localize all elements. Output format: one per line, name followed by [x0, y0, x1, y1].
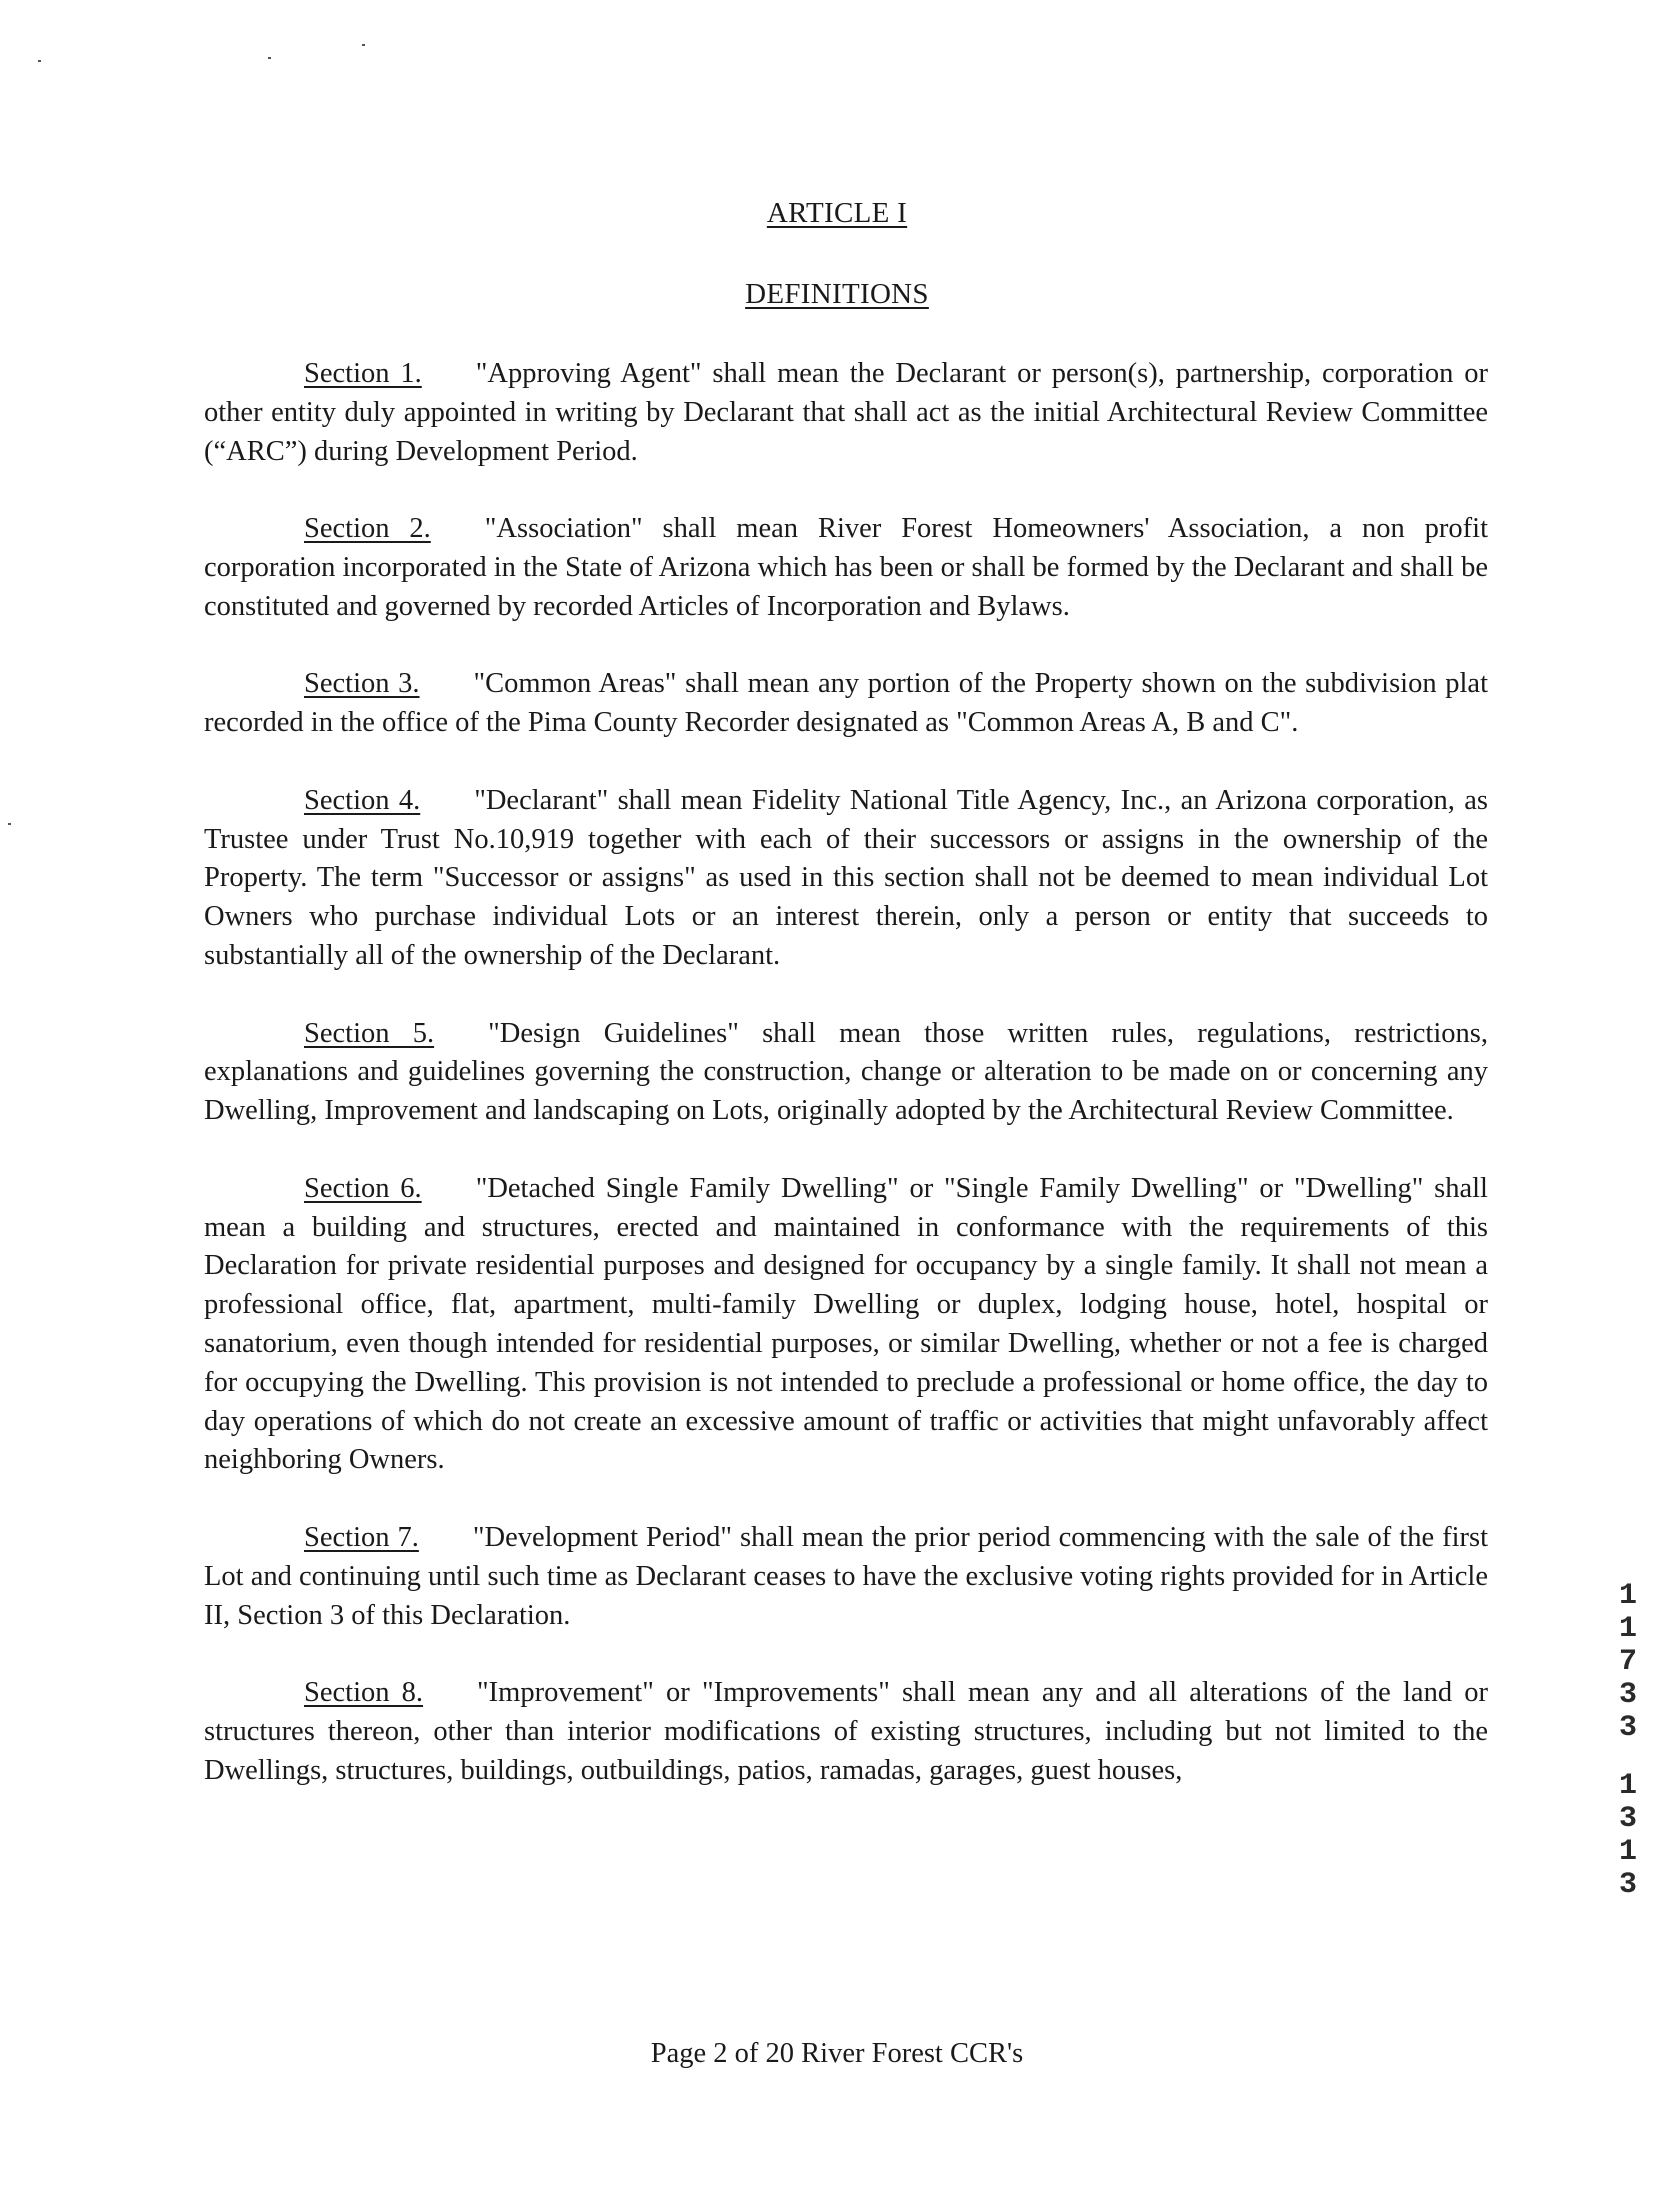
section-1 — [204, 355, 1488, 471]
section-3 — [204, 665, 1488, 743]
scan-speck — [38, 60, 41, 62]
section-text: "Detached Single Family Dwelling" or "Single Family Dwelling" or "Dwelling" shall mean a building and structures, erected and maintained in conformance with the requirements of this Declaration for private residential purposes and designed for occupancy by a single family. It shall not mean a professional office, flat, apartment, multi-family Dwelling or duplex, lodging house, hotel, hospital or sanatorium, even though intended for residential purposes, or similar Dwelling, whether or not a fee is charged for occupying the Dwelling. This provision is not intended to preclude a professional or home office, the day to day operations of which do not create an excessive amount of traffic or activities that might unfavorably affect neighboring Owners. — [204, 1172, 1488, 1476]
section-label: Section 2. — [304, 513, 431, 545]
section-label: Section 4. — [304, 784, 421, 816]
section-7 — [204, 1519, 1488, 1635]
article-title: ARTICLE I — [766, 197, 908, 229]
section-8 — [204, 1674, 1488, 1790]
section-text: "Approving Agent" shall mean the Declarant or person(s), partnership, corporation or other entity duly appointed in writing by Declarant that shall act as the initial Architectural Review Committee (“ARC”) during Development Period. — [204, 358, 1488, 467]
section-label: Section 1. — [304, 358, 422, 389]
section-text: "Development Period" shall mean the prior period commencing with the sale of the first Lot and continuing until such time as Declarant ceases to have the exclusive voting rights provided for in Article II, Section 3 of this Declaration. — [204, 1521, 1488, 1631]
section-text: "Improvement" or "Improvements" shall mean any and all alterations of the land or structures thereon, other than interior modifications of existing structures, including but not limited to the Dwellings, structures, buildings, outbuildings, patios, ramadas, garages, guest houses, — [204, 1677, 1488, 1786]
recording-page-stamp: 1 3 1 3 — [1618, 1769, 1637, 1902]
scan-speck — [8, 823, 11, 825]
scan-speck — [362, 44, 365, 46]
scan-speck — [268, 57, 271, 59]
section-text: "Association" shall mean River Forest Homeowners' Association, a non profit corporation incorporated in the State of Arizona which has been or shall be formed by the Declarant and shall be constituted and governed by recorded Articles of Incorporation and Bylaws. — [204, 513, 1488, 622]
section-text: "Common Areas" shall mean any portion of the Property shown on the subdivision plat recorded in the office of the Pima County Recorder designated as "Common Areas A, B and C". — [204, 668, 1488, 739]
section-6 — [204, 1170, 1488, 1480]
section-label: Section 8. — [304, 1677, 424, 1709]
section-label: Section 5. — [304, 1017, 435, 1049]
document-body — [204, 355, 1488, 1829]
page-footer: Page 2 of 20 River Forest CCR's — [650, 2038, 1024, 2069]
section-5 — [204, 1015, 1488, 1131]
article-subtitle: DEFINITIONS — [745, 278, 929, 310]
section-label: Section 7. — [304, 1521, 419, 1553]
recording-number-stamp: 1 1 7 3 3 — [1618, 1579, 1637, 1745]
section-2 — [204, 510, 1488, 626]
section-text: "Declarant" shall mean Fidelity National Title Agency, Inc., an Arizona corporation, as Trustee under Trust No.10,919 together with each of their successors or assigns in the ownership of the Property. The term "Successor or assigns" as used in this section shall not be deemed to mean individual Lot Owners who purchase individual Lots or an interest therein, only a person or entity that succeeds to substantially all of the ownership of the Declarant. — [204, 784, 1488, 971]
section-4 — [204, 782, 1488, 976]
section-text: "Design Guidelines" shall mean those written rules, regulations, restrictions, explanations and guidelines governing the construction, change or alteration to be made on or concerning any Dwelling, Improvement and landscaping on Lots, originally adopted by the Architectural Review Committee. — [204, 1017, 1488, 1127]
section-label: Section 6. — [304, 1172, 422, 1204]
section-label: Section 3. — [304, 668, 420, 700]
